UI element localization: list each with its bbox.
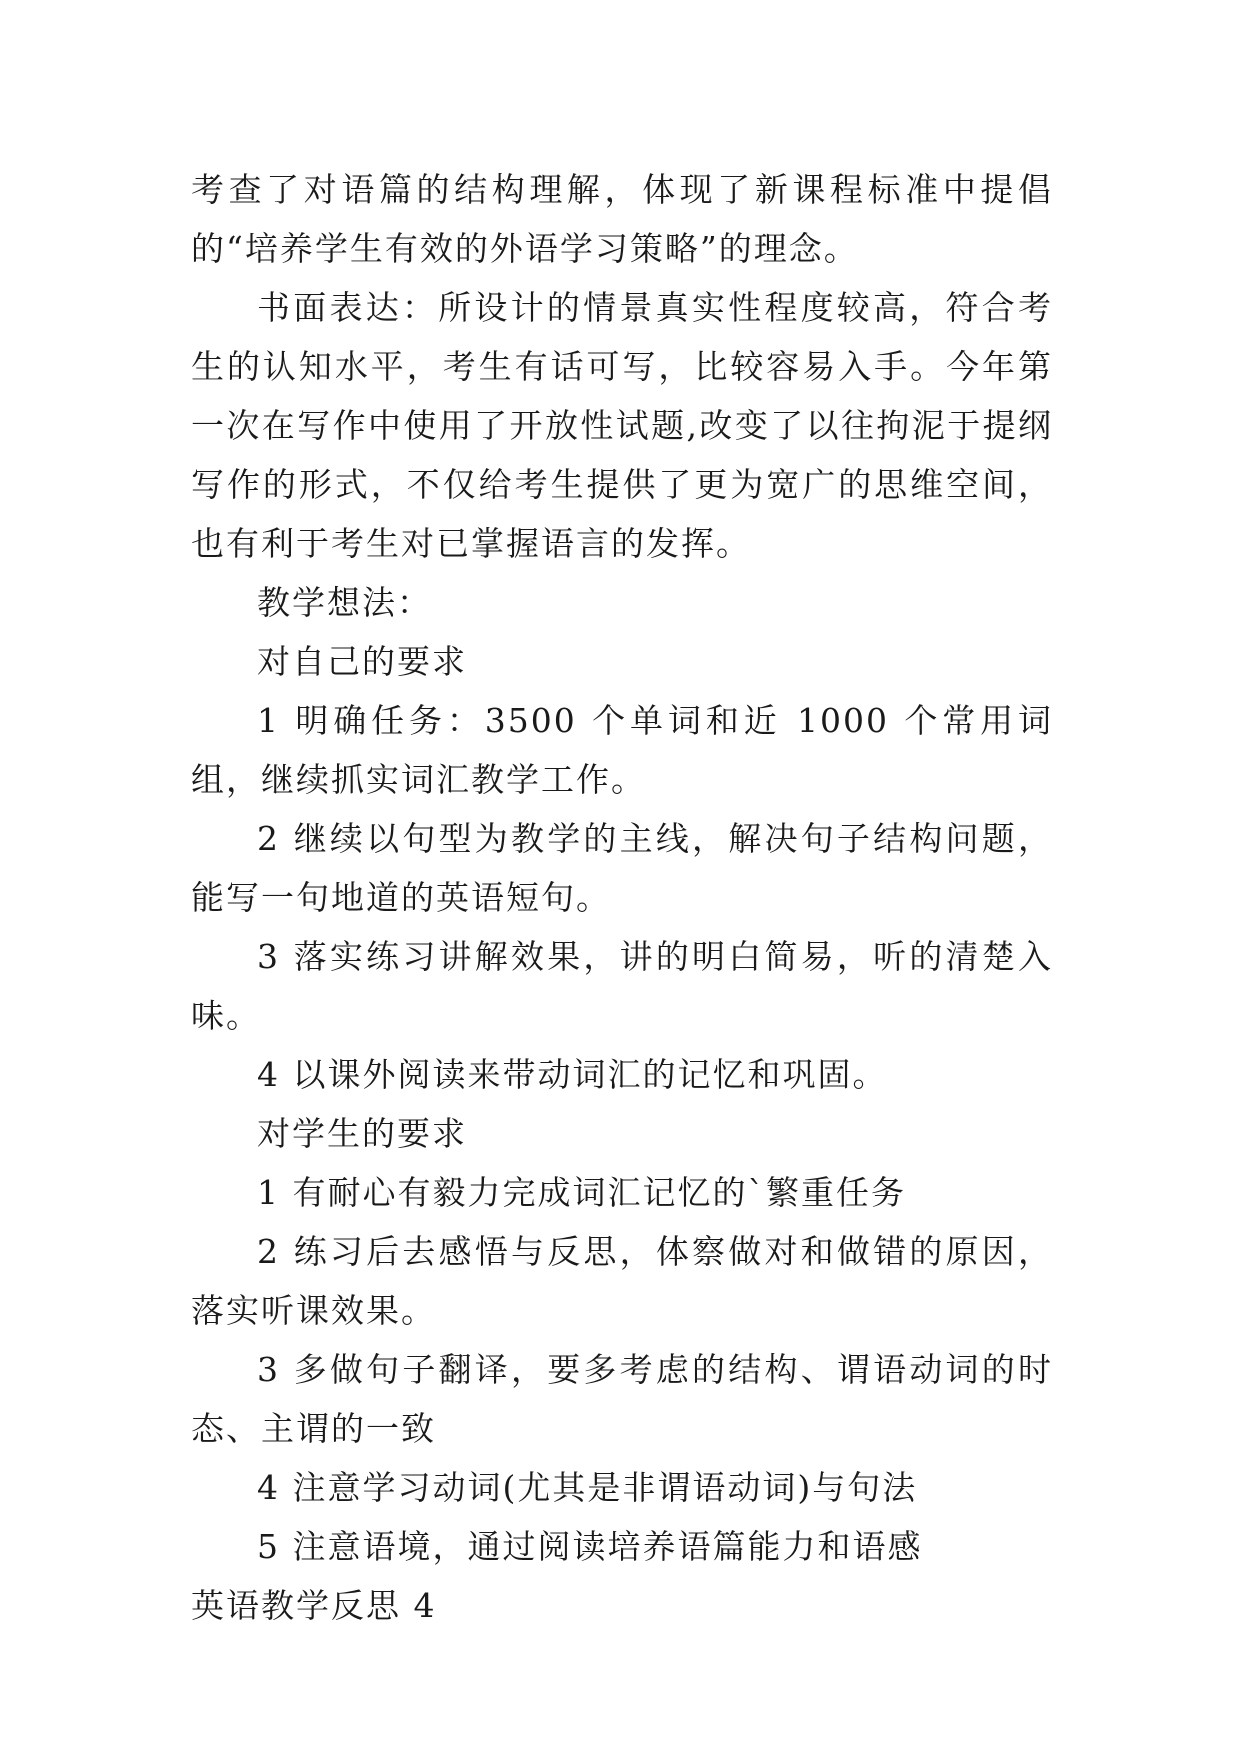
list-item-self-2: 2 继续以句型为教学的主线，解决句子结构问题，能写一句地道的英语短句。 [191,819,1053,917]
list-item-student-2: 2 练习后去感悟与反思，体察做对和做错的原因，落实听课效果。 [191,1232,1053,1330]
paragraph-teaching-ideas-label: 教学想法： [257,583,432,622]
list-item-self-4: 4 以课外阅读来带动词汇的记忆和巩固。 [257,1055,888,1094]
document-page [191,160,1053,1635]
paragraph-written-expression: 书面表达：所设计的情景真实性程度较高，符合考生的认知水平，考生有话可写，比较容易入手。今年第一次在写作中使用了开放性试题,改变了以往拘泥于提纲写作的形式，不仅给考生提供了更为宽广的思维空间，也有利于考生对已掌握语言的发挥。 [191,288,1053,563]
list-item-student-4: 4 注意学习动词(尤其是非谓语动词)与句法 [257,1468,918,1507]
list-item-self-3: 3 落实练习讲解效果，讲的明白简易，听的清楚入味。 [191,937,1053,1035]
list-item-student-3: 3 多做句子翻译，要多考虑的结构、谓语动词的时态、主谓的一致 [191,1350,1053,1448]
list-item-student-5: 5 注意语境，通过阅读培养语篇能力和语感 [257,1527,923,1566]
paragraph-structure-understanding: 考查了对语篇的结构理解，体现了新课程标准中提倡的“培养学生有效的外语学习策略”的理念。 [191,170,1053,268]
section-heading: 英语教学反思 4 [191,1586,437,1625]
paragraph-self-requirements-label: 对自己的要求 [257,642,467,681]
paragraph-student-requirements-label: 对学生的要求 [257,1114,467,1153]
list-item-self-1: 1 明确任务：3500 个单词和近 1000 个常用词组，继续抓实词汇教学工作。 [191,701,1053,799]
list-item-student-1: 1 有耐心有毅力完成词汇记忆的`繁重任务 [257,1173,906,1212]
